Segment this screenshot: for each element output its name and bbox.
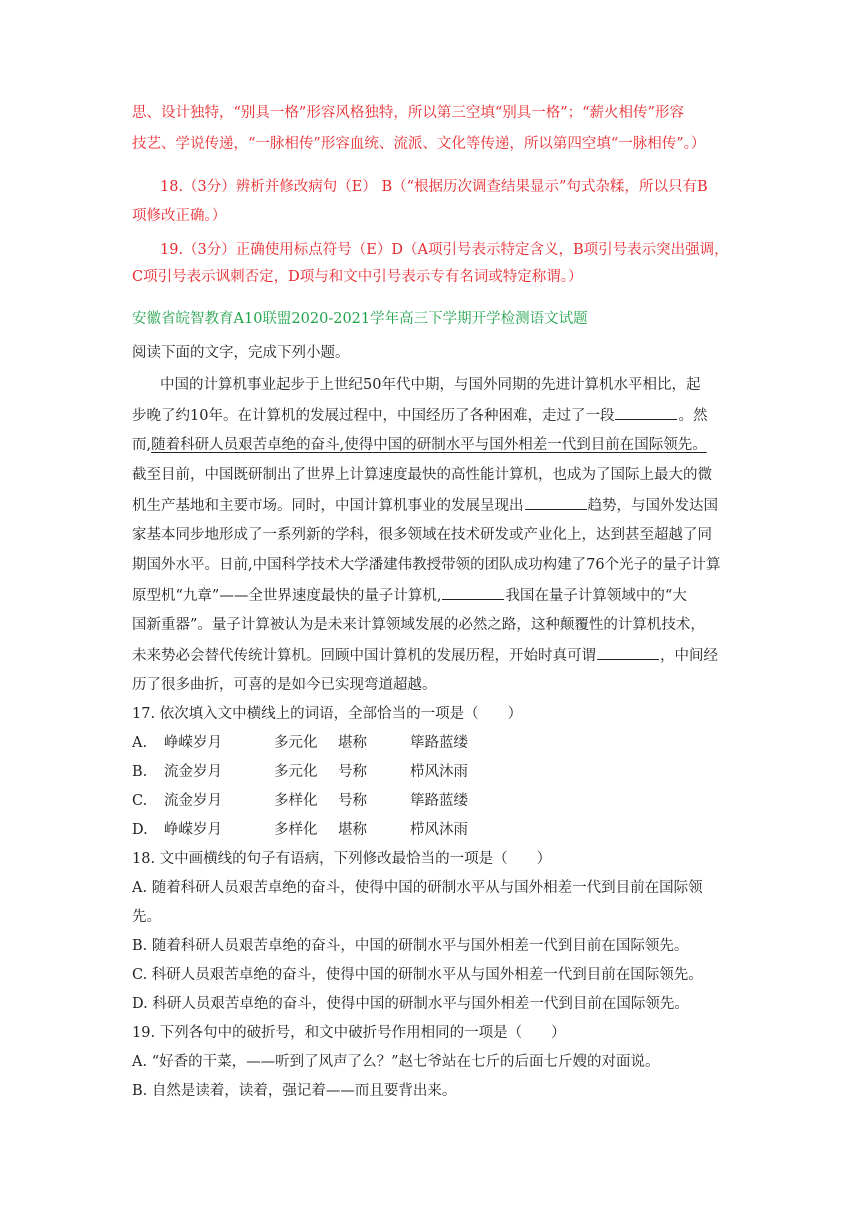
answer-18-line2: 项修改正确。）	[132, 208, 227, 224]
question-17-option-b: B. 流金岁月 多元化 号称 栉风沐雨	[132, 764, 468, 780]
passage-line: 而,随着科研人员艰苦卓绝的奋斗,使得中国的研制水平与国外相差一代到目前在国际领先。	[132, 437, 707, 453]
fill-blank-1	[615, 405, 677, 420]
passage-line: 机生产基地和主要市场。同时，中国计算机事业的发展呈现出 趋势，与国外发达国	[132, 495, 732, 516]
question-17-option-d: D. 峥嵘岁月 多样化 堪称 栉风沐雨	[132, 822, 468, 838]
question-18-option-c: C. 科研人员艰苦卓绝的奋斗，使得中国的研制水平从与国外相差一代到目前在国际领先。	[132, 967, 703, 983]
question-17-option-c: C. 流金岁月 多样化 号称 筚路蓝缕	[132, 793, 468, 809]
passage-line: 步晚了约10年。在计算机的发展过程中，中国经历了各种困难，走过了一段 。然	[132, 405, 732, 426]
passage-line: 期国外水平。日前,中国科学技术大学潘建伟教授带领的团队成功构建了76个光子的量子计算	[132, 557, 721, 573]
passage-line: 截至目前，中国既研制出了世界上计算速度最快的高性能计算机，也成为了国际上最大的微	[132, 467, 712, 483]
fill-blank-2	[525, 495, 587, 510]
question-17-stem: 17. 依次填入文中横线上的词语，全部恰当的一项是（ ）	[132, 706, 523, 722]
fill-blank-3	[442, 585, 504, 600]
passage-line: 家基本同步地形成了一系列新的学科，很多领域在技术研发或产业化上，达到甚至超越了同	[132, 527, 712, 543]
answer-19-line2: C项引号表示讽刺否定，D项与和文中引号表示专有名词或特定称谓。）	[132, 269, 583, 285]
question-17-option-a: A. 峥嵘岁月 多元化 堪称 筚路蓝缕	[132, 735, 468, 751]
reading-instruction: 阅读下面的文字，完成下列小题。	[132, 345, 350, 361]
question-19-option-a: A. “好香的干菜，——听到了风声了么？”赵七爷站在七斤的后面七斤嫂的对面说。	[132, 1054, 660, 1070]
underlined-sentence: 随着科研人员艰苦卓绝的奋斗,使得中国的研制水平与国外相差一代到目前在国际领先。	[151, 437, 707, 453]
question-18-option-b: B. 随着科研人员艰苦卓绝的奋斗，中国的研制水平与国外相差一代到目前在国际领先。	[132, 938, 689, 954]
passage-line: 未来势必会替代传统计算机。回顾中国计算机的发展历程，开始时真可谓 ，中间经	[132, 645, 732, 666]
question-18-option-d: D. 科研人员艰苦卓绝的奋斗，使得中国的研制水平与国外相差一代到目前在国际领先。	[132, 996, 689, 1012]
source-title: 安徽省皖智教育A10联盟2020-2021学年高三下学期开学检测语文试题	[132, 311, 588, 327]
question-19-stem: 19. 下列各句中的破折号，和文中破折号作用相同的一项是（ ）	[132, 1025, 566, 1041]
answer-18-line1: 18.（3分）辨析并修改病句（E） B（“根据历次调查结果显示”句式杂糅，所以只有B	[160, 179, 708, 195]
fill-blank-4	[597, 645, 659, 660]
passage-line: 原型机“九章”——全世界速度最快的量子计算机, 我国在量子计算领域中的“大	[132, 585, 732, 606]
question-18-option-a-line2: 先。	[132, 909, 161, 925]
question-18-option-a-line1: A. 随着科研人员艰苦卓绝的奋斗，使得中国的研制水平从与国外相差一代到目前在国际领	[132, 880, 703, 896]
answer-16-continued-line2: 技艺、学说传递，“一脉相传”形容血统、流派、文化等传递，所以第四空填“一脉相传”。）	[132, 136, 706, 152]
passage-line: 中国的计算机事业起步于上世纪50年代中期，与国外同期的先进计算机水平相比，起	[160, 377, 701, 393]
answer-19-line1: 19.（3分）正确使用标点符号（E）D（A项引号表示特定含义，B项引号表示突出强调，	[160, 242, 729, 258]
passage-line: 国新重器”。量子计算被认为是未来计算领域发展的必然之路，这种颠覆性的计算机技术，	[132, 617, 705, 633]
question-19-option-b: B. 自然是读着，读着，强记着——而且要背出来。	[132, 1083, 457, 1099]
question-18-stem: 18. 文中画横线的句子有语病，下列修改最恰当的一项是（ ）	[132, 851, 552, 867]
passage-line: 历了很多曲折，可喜的是如今已实现弯道超越。	[132, 677, 437, 693]
answer-16-continued-line1: 思、设计独特，“别具一格”形容风格独特，所以第三空填“别具一格”；“薪火相传”形容	[132, 105, 684, 121]
